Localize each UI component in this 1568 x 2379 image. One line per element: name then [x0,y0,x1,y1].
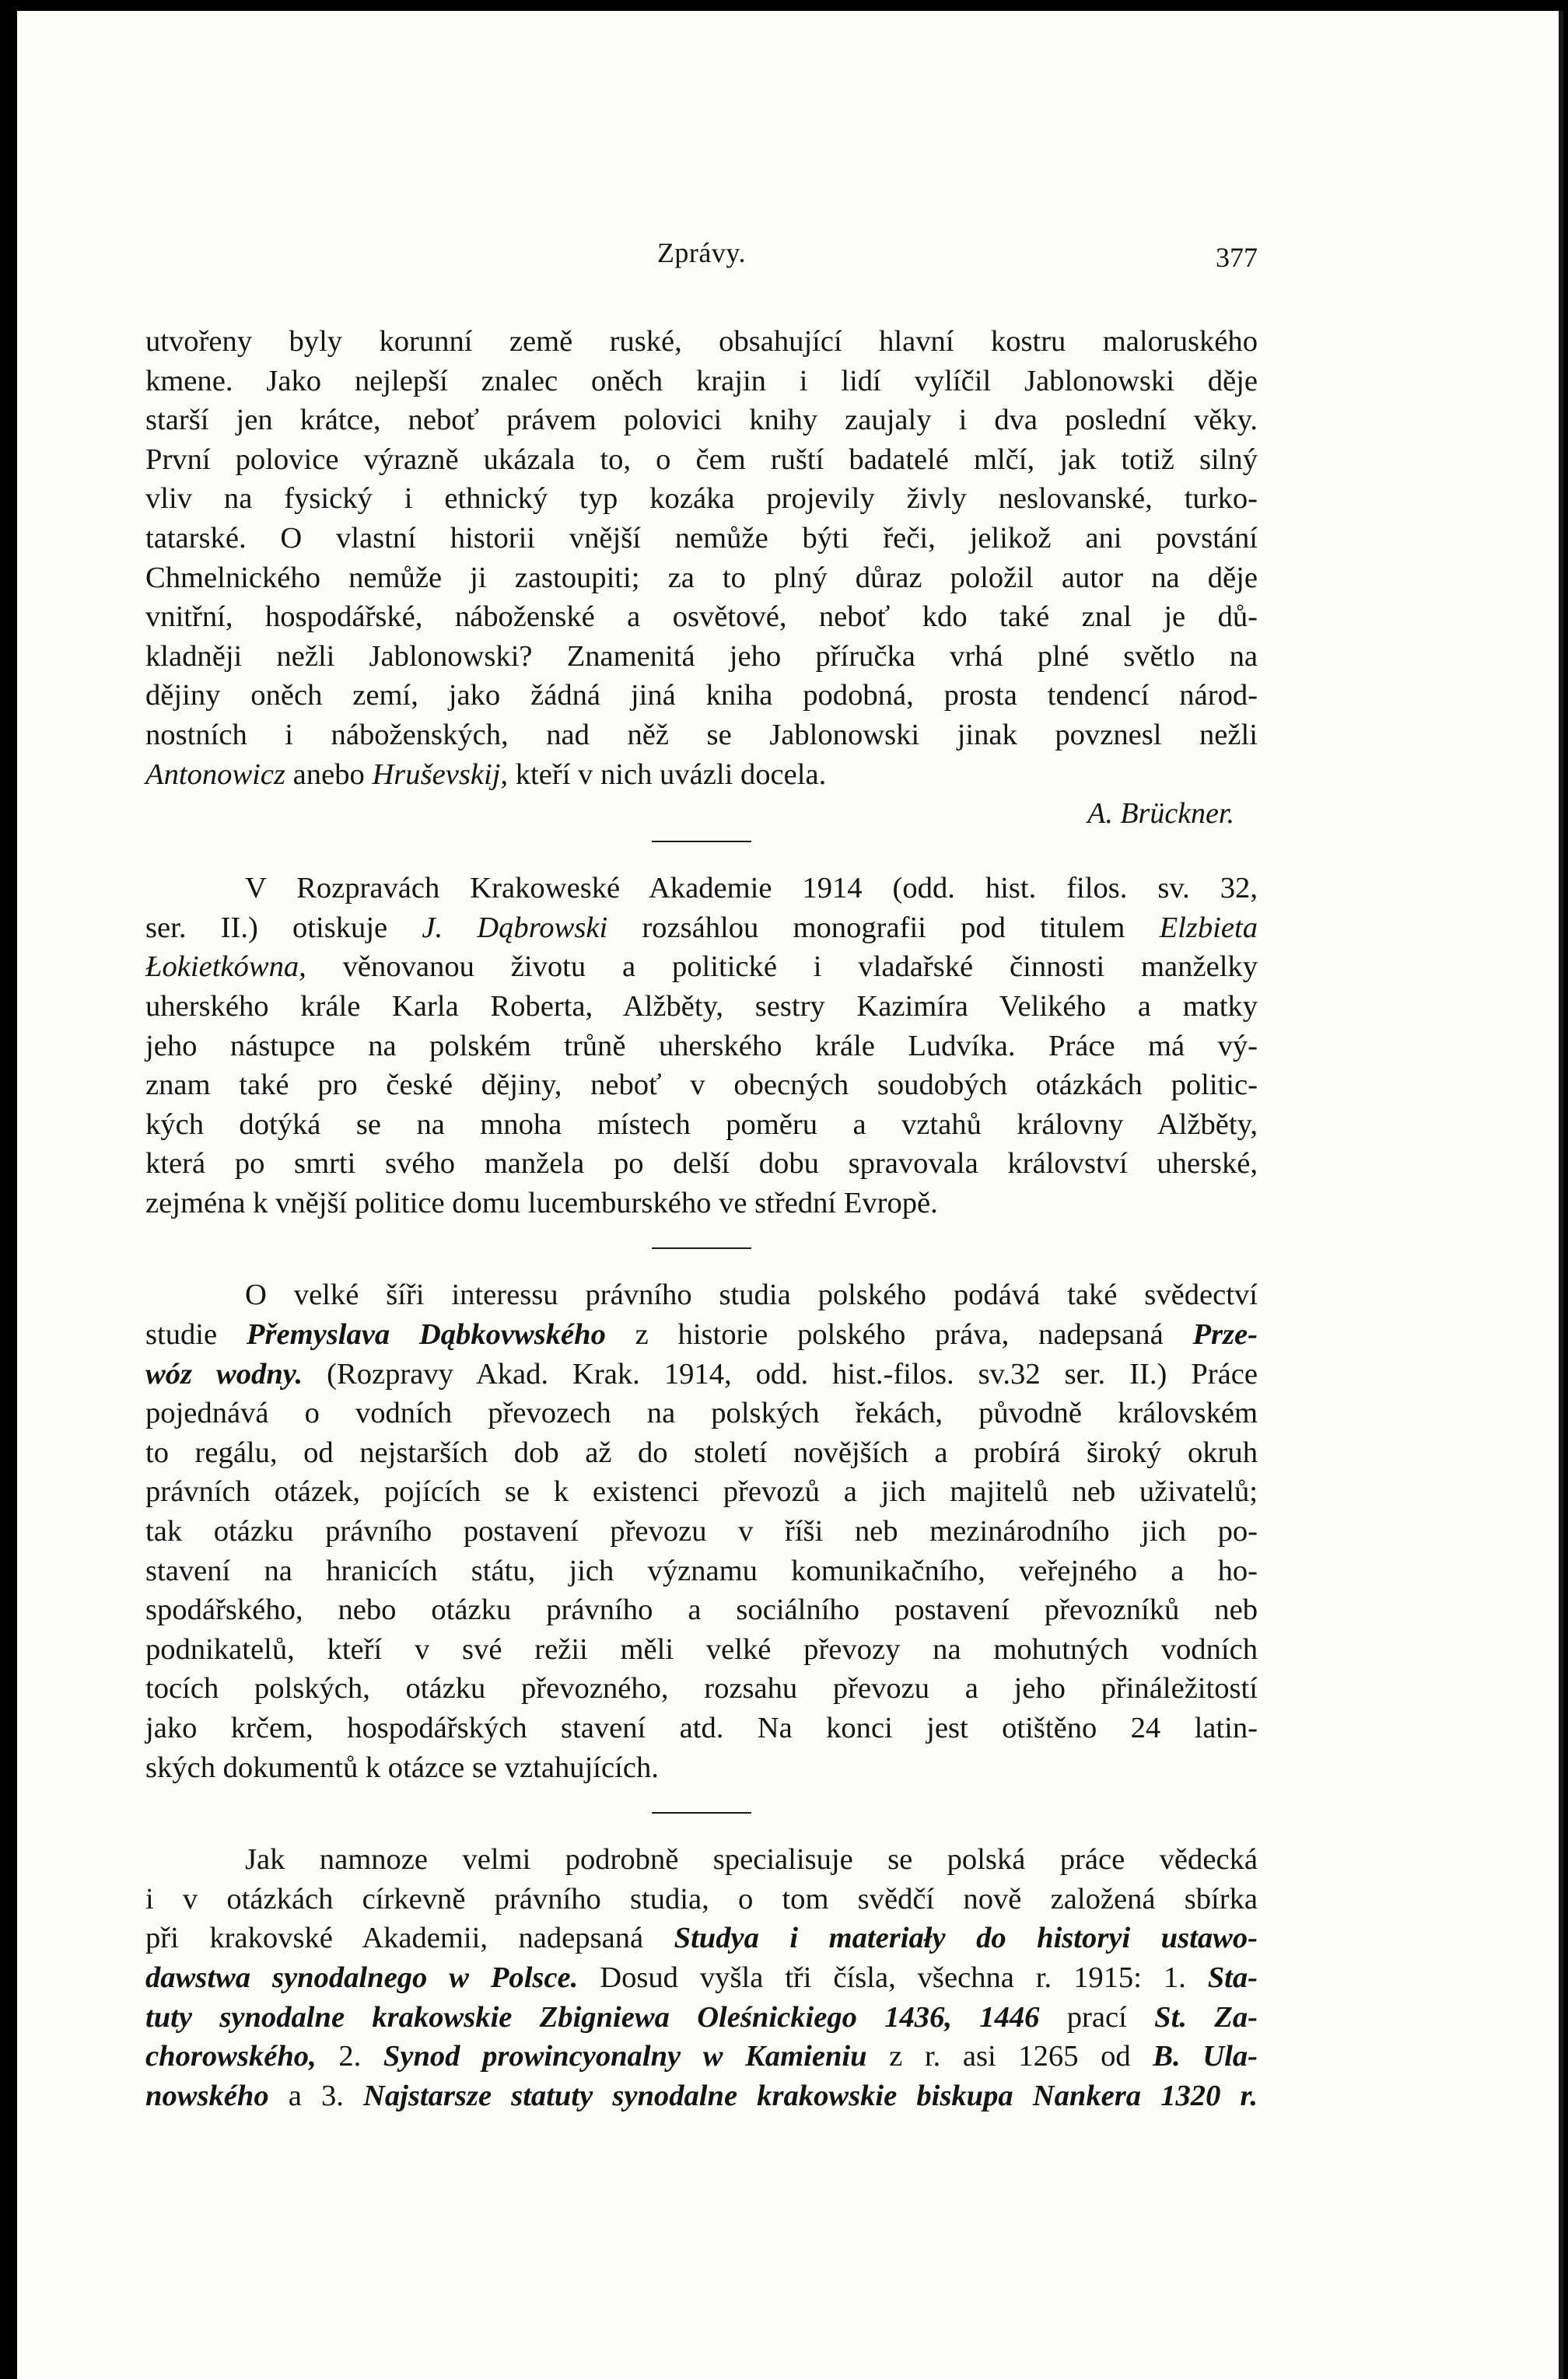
text-line: kmene. Jako nejlepší znalec oněch krajin i lidí vylíčil Jablonowski děje [145,364,1258,397]
review-continuation [145,322,1258,833]
text-line: podnikatelů, kteří v své režii měli velké převozy na mohutných vodních [145,1632,1258,1666]
text-span: rozsáhlou monografii pod titulem [607,911,1160,944]
page-header [145,236,1258,291]
text-span: anebo [285,757,373,791]
author-name: J. Dąbrowski [422,911,608,944]
text-line [145,947,1258,987]
signature: A. Brückner. [1087,797,1234,831]
text-span: 2. [316,2040,383,2073]
work-title: Studya i materiały do historyi ustawo- [674,1922,1258,1955]
author-name: B. Ula- [1153,2040,1258,2073]
work-title: Prze- [1192,1318,1258,1352]
text-span: prací [1039,2000,1155,2034]
text-span: studie [145,1318,247,1352]
text-line: utvořeny byly korunní země ruské, obsahující hlavní kostru maloruského [145,325,1258,358]
author-name: Hruševskij, [372,757,509,791]
work-title: tuty synodalne krakowskie Zbigniewa Oleśnickiego 1436, 1446 [145,2000,1040,2034]
text-line: pojednává o vodních převozech na polských řekách, původně královském [145,1397,1258,1430]
text-line: Jak namnoze velmi podrobně specialisuje se polská práce vědecká [245,1843,1258,1877]
news-item-synodal-statutes [145,1840,1258,2115]
page-content [145,322,1258,2115]
text-line: vliv na fysický i ethnický typ kozáka projevily živly neslovanské, turko- [145,482,1258,516]
text-line: Chmelnického nemůže ji zastoupiti; za to plný důraz položil autor na děje [145,561,1258,594]
text-line [145,1919,1258,1958]
text-line: dějiny oněch zemí, jako žádná jiná kniha podobná, prosta tendencí národ- [145,679,1258,712]
work-title: Łokietkówna, [145,950,306,984]
text-span: kteří v nich uvázli docela. [508,757,827,791]
author-name: Přemyslava Dąbkovwského [246,1318,606,1352]
text-line: V Rozpravách Krakoweské Akademie 1914 (odd. hist. filos. sv. 32, [245,872,1258,905]
text-span: Dosud vyšla tři čísla, všechna r. 1915: 1. [578,1961,1208,1994]
text-line: kých dotýká se na mnoha místech poměru a vztahů královny Alžběty, [145,1107,1258,1141]
text-line: která po smrti svého manžela po delší dobu spravovala království uherské, [145,1147,1258,1181]
text-line: vnitřní, hospodářské, náboženské a osvětové, neboť kdo také znal je dů- [145,600,1258,634]
text-line [145,1958,1258,1998]
text-line [145,2037,1258,2076]
work-title: wóz wodny. [145,1357,303,1391]
news-item-dabrowski [145,869,1258,1223]
section-divider [652,1812,751,1814]
page-number: 377 [1216,242,1258,273]
scanned-page [17,11,1563,2379]
text-span: při krakovské Akademii, nadepsaná [145,1922,674,1955]
work-title: Sta- [1207,1961,1258,1994]
text-line: spodářského, nebo otázku právního a sociálního postavení převozníků neb [145,1594,1258,1627]
text-span: ser. II.) otiskuje [145,911,422,944]
text-span: z r. asi 1265 od [866,2040,1153,2073]
text-line: znam také pro české dějiny, neboť v obecných soudobých otázkách politic- [145,1069,1258,1102]
news-item-dabkowski [145,1275,1258,1787]
text-line [145,908,1258,948]
section-divider [652,1247,751,1249]
section-divider [652,841,751,842]
author-name: nowského [145,2079,269,2112]
text-line-last: zejména k vnější politice domu lucemburského ve střední Evropě. [145,1186,938,1219]
text-line: právních otázek, pojících se k existenci převozů a jich majitelů neb uživatelů; [145,1475,1258,1509]
text-line: starší jen krátce, neboť právem polovici knihy zaujaly i dva poslední věky. [145,404,1258,437]
text-line: jeho nástupce na polském trůně uherského krále Ludvíka. Práce má vý- [145,1029,1258,1062]
work-title: Synod prowincyonalny w Kamieniu [383,2040,867,2073]
text-line [145,2076,1258,2116]
work-title: dawstwa synodalnego w Polsce. [145,1961,579,1994]
text-line: tocích polských, otázku převozného, rozsahu převozu a jeho přináležitostí [145,1672,1258,1706]
author-name: chorowského, [145,2040,317,2073]
text-line: O velké šíři interessu právního studia polského podává také svědectví [245,1279,1258,1312]
text-line: jako krčem, hospodářských stavení atd. Na konci jest otištěno 24 latin- [145,1712,1258,1744]
author-name: Antonowicz [145,757,286,791]
text-line: tatarské. O vlastní historii vnější nemůže býti řeči, jelikož ani povstání [145,521,1258,555]
text-line: stavení na hranicích státu, jich významu komunikačního, veřejného a ho- [145,1554,1258,1587]
text-line: nostních i náboženských, nad něž se Jablonowski jinak povznesl nežli [145,718,1258,751]
text-line: i v otázkách církevně právního studia, o tom svědčí nově založená sbírka [145,1882,1258,1915]
text-line: tak otázku právního postavení převozu v říši neb mezinárodního jich po- [145,1515,1258,1548]
text-span: věnovanou životu a politické i vladařské činnosti manželky [306,950,1258,984]
text-line [145,1315,1258,1355]
text-line: První polovice výrazně ukázala to, o čem ruští badatelé mlčí, jak totiž silný [145,443,1258,476]
work-title: Elzbieta [1159,911,1258,944]
text-span: z historie polského práva, nadepsaná [605,1318,1193,1352]
text-line: uherského krále Karla Roberta, Alžběty, sestry Kazimíra Velikého a matky [145,989,1258,1023]
running-title: Zprávy. [656,237,747,268]
text-span: (Rozpravy Akad. Krak. 1914, odd. hist.-filos. sv.32 ser. II.) Práce [303,1357,1258,1391]
text-line [145,1998,1258,2038]
work-title: Najstarsze statuty synodalne krakowskie biskupa Nankera 1320 r. [363,2079,1258,2112]
author-name: St. Za- [1154,2000,1258,2034]
text-line [145,1355,1258,1394]
text-span: a 3. [268,2079,364,2112]
text-line: to regálu, od nejstarších dob až do století novějších a probírá široký okruh [145,1436,1258,1469]
text-line-last [145,755,1258,795]
text-line-last: ských dokumentů k otázce se vztahujících. [145,1751,659,1784]
text-line: kladněji nežli Jablonowski? Znamenitá jeho příručka vrhá plné světlo na [145,639,1258,673]
